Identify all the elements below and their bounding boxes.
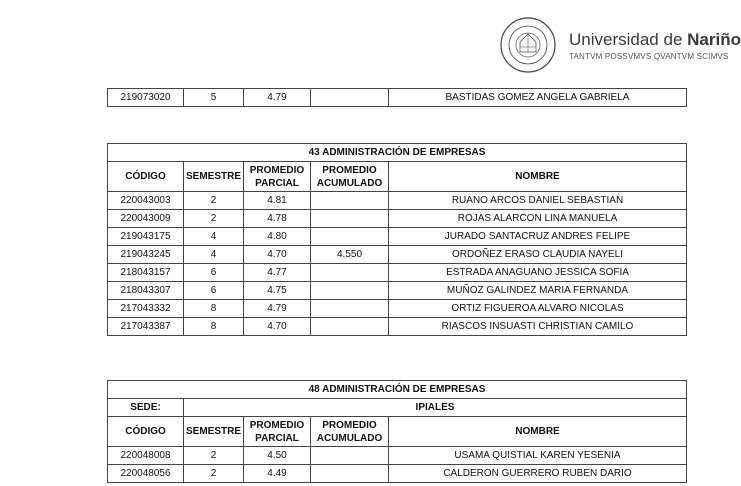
cell-acumulado	[311, 192, 389, 210]
cell-parcial: 4.70	[244, 246, 311, 264]
cell-codigo: 220048008	[108, 447, 184, 465]
cell-parcial: 4.78	[244, 210, 311, 228]
cell-semestre: 6	[184, 282, 244, 300]
university-motto: TANTVM POSSVMVS QVANTVM SCIMVS	[569, 52, 729, 61]
cell-nombre: BASTIDAS GOMEZ ANGELA GABRIELA	[389, 89, 687, 107]
cell-acumulado	[311, 89, 389, 107]
cell-acumulado	[311, 465, 389, 483]
cell-acumulado	[311, 300, 389, 318]
cell-semestre: 8	[184, 300, 244, 318]
cell-semestre: 4	[184, 228, 244, 246]
table-row	[108, 264, 687, 282]
header-codigo: CÓDIGO	[108, 162, 184, 192]
cell-nombre: USAMA QUISTIAL KAREN YESENIA	[389, 447, 687, 465]
cell-acumulado	[311, 318, 389, 336]
cell-semestre: 2	[184, 210, 244, 228]
header-semestre: SEMESTRE	[184, 417, 244, 447]
cell-codigo: 219043245	[108, 246, 184, 264]
header-parcial: PROMEDIO PARCIAL	[244, 162, 311, 192]
cell-parcial: 4.50	[244, 447, 311, 465]
cell-acumulado	[311, 447, 389, 465]
cell-codigo: 220043009	[108, 210, 184, 228]
sede-value: IPIALES	[184, 399, 687, 417]
cell-nombre: JURADO SANTACRUZ ANDRES FELIPE	[389, 228, 687, 246]
cell-parcial: 4.80	[244, 228, 311, 246]
table-row	[108, 465, 687, 483]
table-row	[108, 228, 687, 246]
table-row	[108, 447, 687, 465]
cell-nombre: ROJAS ALARCON LINA MANUELA	[389, 210, 687, 228]
cell-codigo: 220048056	[108, 465, 184, 483]
table-row	[108, 300, 687, 318]
table-row	[108, 282, 687, 300]
cell-nombre: ESTRADA ANAGUANO JESSICA SOFIA	[389, 264, 687, 282]
table-48-administracion	[107, 380, 687, 483]
header-acumulado: PROMEDIO ACUMULADO	[311, 417, 389, 447]
cell-parcial: 4.79	[244, 89, 311, 107]
table-43-administracion	[107, 143, 687, 336]
header-semestre: SEMESTRE	[184, 162, 244, 192]
cell-semestre: 8	[184, 318, 244, 336]
table-row	[108, 246, 687, 264]
university-name: Universidad de Nariño	[569, 30, 741, 49]
cell-parcial: 4.77	[244, 264, 311, 282]
header-nombre: NOMBRE	[389, 162, 687, 192]
header-nombre: NOMBRE	[389, 417, 687, 447]
table-row	[108, 89, 687, 107]
cell-semestre: 2	[184, 192, 244, 210]
cell-acumulado	[311, 282, 389, 300]
table-row	[108, 210, 687, 228]
cell-semestre: 5	[184, 89, 244, 107]
cell-parcial: 4.70	[244, 318, 311, 336]
cell-nombre: MUÑOZ GALINDEZ MARIA FERNANDA	[389, 282, 687, 300]
cell-nombre: ORTIZ FIGUEROA ALVARO NICOLAS	[389, 300, 687, 318]
cell-parcial: 4.75	[244, 282, 311, 300]
header-codigo: CÓDIGO	[108, 417, 184, 447]
cell-codigo: 218043307	[108, 282, 184, 300]
cell-acumulado	[311, 210, 389, 228]
table-top-fragment	[107, 88, 687, 107]
table-row	[108, 318, 687, 336]
cell-acumulado: 4.550	[311, 246, 389, 264]
cell-semestre: 2	[184, 465, 244, 483]
cell-codigo: 220043003	[108, 192, 184, 210]
cell-parcial: 4.49	[244, 465, 311, 483]
university-seal-icon	[499, 16, 557, 74]
cell-acumulado	[311, 264, 389, 282]
header-acumulado: PROMEDIO ACUMULADO	[311, 162, 389, 192]
cell-codigo: 219073020	[108, 89, 184, 107]
cell-acumulado	[311, 228, 389, 246]
cell-semestre: 4	[184, 246, 244, 264]
header-parcial: PROMEDIO PARCIAL	[244, 417, 311, 447]
table-title: 43 ADMINISTRACIÓN DE EMPRESAS	[108, 144, 687, 162]
cell-nombre: RUANO ARCOS DANIEL SEBASTIAN	[389, 192, 687, 210]
cell-codigo: 217043332	[108, 300, 184, 318]
cell-nombre: RIASCOS INSUASTI CHRISTIAN CAMILO	[389, 318, 687, 336]
table-row	[108, 192, 687, 210]
cell-parcial: 4.79	[244, 300, 311, 318]
cell-codigo: 219043175	[108, 228, 184, 246]
cell-semestre: 6	[184, 264, 244, 282]
cell-nombre: CALDERON GUERRERO RUBEN DARIO	[389, 465, 687, 483]
cell-nombre: ORDOÑEZ ERASO CLAUDIA NAYELI	[389, 246, 687, 264]
sede-label: SEDE:	[108, 399, 184, 417]
university-logo	[499, 16, 741, 76]
cell-codigo: 217043387	[108, 318, 184, 336]
cell-parcial: 4.81	[244, 192, 311, 210]
cell-semestre: 2	[184, 447, 244, 465]
table-title: 48 ADMINISTRACIÓN DE EMPRESAS	[108, 381, 687, 399]
cell-codigo: 218043157	[108, 264, 184, 282]
